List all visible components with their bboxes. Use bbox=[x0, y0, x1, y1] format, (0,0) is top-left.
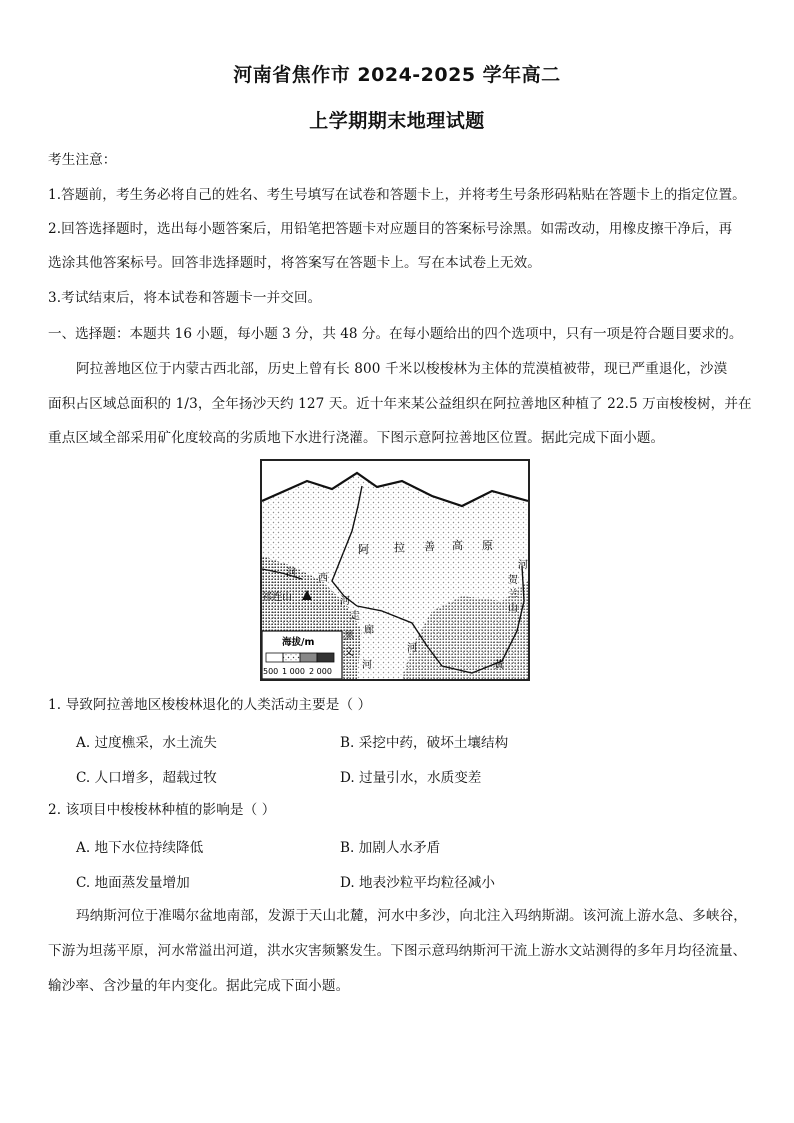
option-d: D. 地表沙粒平均粒径减小 bbox=[340, 875, 495, 891]
legend-tick-3: 2 000 bbox=[309, 667, 332, 676]
legend-title: 海拔/m bbox=[282, 637, 315, 648]
legend-tick-2: 1 000 bbox=[282, 667, 305, 676]
legend-swatch-2 bbox=[283, 653, 300, 662]
corridor-label-2: 河 bbox=[340, 596, 350, 607]
passage-line: 阿拉善地区位于内蒙古西北部，历史上曾有长 800 千米以梭梭林为主体的荒漠植被带，现已严重退化，沙漠 bbox=[76, 361, 728, 377]
notice-item: 选涂其他答案标号。回答非选择题时，将答案写在答题卡上。写在本试卷上无效。 bbox=[48, 255, 541, 271]
legend-swatch-4 bbox=[317, 653, 334, 662]
option-a: A. 地下水位持续降低 bbox=[76, 840, 204, 856]
helan-label-3: 山 bbox=[508, 603, 518, 614]
yellow-river-label-2: 黄 bbox=[494, 660, 504, 671]
option-d: D. 过量引水，水质变差 bbox=[340, 770, 482, 786]
passage-line: 面积占区域总面积的 1/3，全年扬沙天约 127 天。近十年来某公益组织在阿拉善地区种植了 22.5 万亩梭梭树，并在 bbox=[48, 396, 752, 412]
mountain-label: 祁连山 bbox=[262, 592, 292, 603]
corridor2-label-2: 文 bbox=[344, 647, 354, 658]
option-c: C. 地面蒸发量增加 bbox=[76, 875, 190, 891]
right-river-label: 河 bbox=[518, 560, 528, 571]
corridor-label-4: 廊 bbox=[364, 625, 374, 636]
title-line-2: 上学期期末地理试题 bbox=[309, 110, 485, 132]
option-a: A. 过度樵采，水土流失 bbox=[76, 735, 217, 751]
passage-line: 玛纳斯河位于准噶尔盆地南部，发源于天山北麓，河水中多沙，向北注入玛纳斯湖。该河流上游水急、多峡谷， bbox=[76, 908, 747, 924]
plateau-label-1: 阿 bbox=[358, 543, 369, 556]
plateau-label-4: 高 bbox=[452, 539, 463, 552]
elevation-legend bbox=[262, 631, 342, 679]
question-stem: 1. 导致阿拉善地区梭梭林退化的人类活动主要是（ ） bbox=[48, 697, 372, 713]
legend-swatch-1 bbox=[266, 653, 283, 662]
notice-item: 2.回答选择题时，选出每小题答案后，用铅笔把答题卡对应题目的答案标号涂黑。如需改动，用橡皮擦干净后，再 bbox=[48, 221, 733, 237]
legend-tick-1: 500 bbox=[263, 667, 279, 676]
west-river-label: 河 bbox=[286, 568, 296, 579]
section-heading: 一、选择题：本题共 16 小题，每小题 3 分，共 48 分。在每小题给出的四个选项中，只有一项是符合题目要求的。 bbox=[48, 326, 743, 342]
alxa-location-map bbox=[260, 459, 530, 681]
corridor2-label-3: 河 bbox=[362, 660, 372, 671]
notice-item: 3.考试结束后，将本试卷和答题卡一并交回。 bbox=[48, 290, 322, 306]
option-b: B. 采挖中药，破坏土壤结构 bbox=[340, 735, 509, 751]
passage-line: 输沙率、含沙量的年内变化。据此完成下面小题。 bbox=[48, 978, 350, 994]
option-c: C. 人口增多，超载过牧 bbox=[76, 770, 217, 786]
plateau-label-3: 善 bbox=[424, 540, 435, 553]
yellow-river-label-1: 河 bbox=[407, 643, 417, 654]
notice-item: 1.答题前，考生务必将自己的姓名、考生号填写在试卷和答题卡上，并将考生号条形码粘贴在答题卡上的指定位置。 bbox=[48, 187, 746, 203]
plateau-label-5: 原 bbox=[482, 539, 493, 552]
helan-label-2: 兰 bbox=[508, 589, 518, 600]
question-stem: 2. 该项目中梭梭林种植的影响是（ ） bbox=[48, 802, 276, 818]
passage-line: 重点区域全部采用矿化度较高的劣质地下水进行浇灌。下图示意阿拉善地区位置。据此完成下面小题。 bbox=[48, 430, 665, 446]
corridor-label-1: 西 bbox=[318, 573, 328, 584]
option-b: B. 加剧人水矛盾 bbox=[340, 840, 441, 856]
corridor-label-3: 走 bbox=[350, 611, 360, 622]
plateau-label-2: 拉 bbox=[394, 541, 405, 554]
legend-swatch-3 bbox=[300, 653, 317, 662]
helan-label-1: 贺 bbox=[508, 575, 518, 586]
title-line-1: 河南省焦作市 2024-2025 学年高二 bbox=[233, 64, 561, 86]
passage-line: 下游为坦荡平原，河水常溢出河道，洪水灾害频繁发生。下图示意玛纳斯河干流上游水文站测得的多年月均径流量、 bbox=[48, 943, 747, 959]
notice-heading: 考生注意： bbox=[48, 152, 117, 168]
corridor2-label-1: 黑 bbox=[344, 631, 354, 642]
